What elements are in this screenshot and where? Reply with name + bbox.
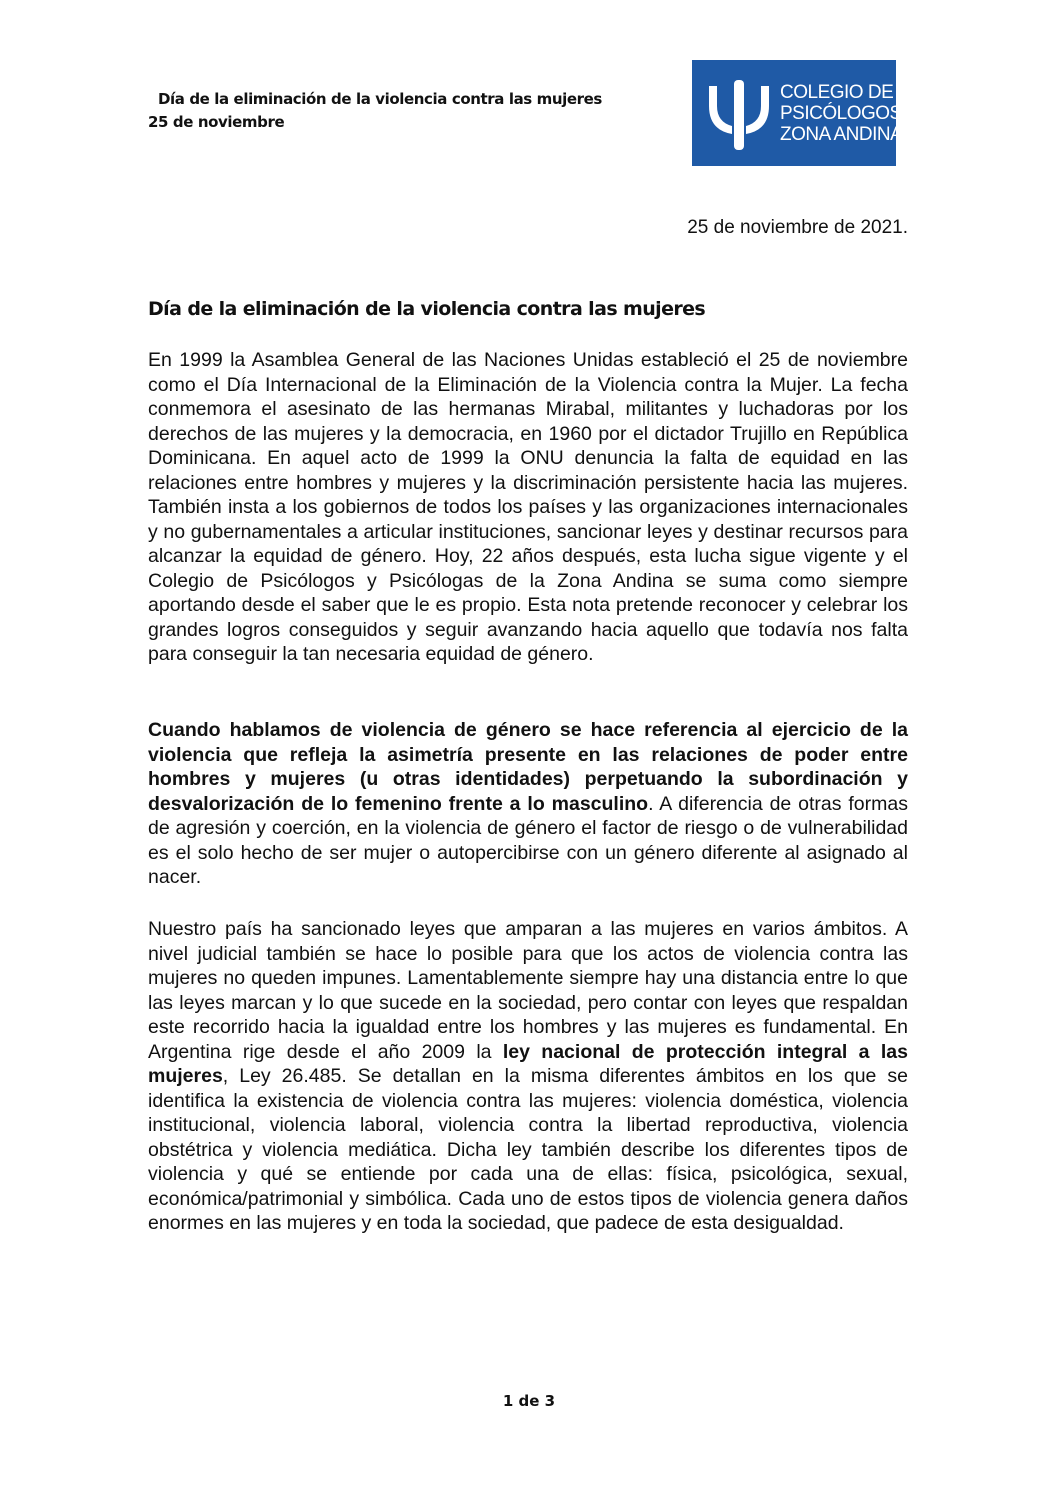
logo-line-1: COLEGIO DE <box>780 82 894 103</box>
header-date: 25 de noviembre <box>148 113 285 131</box>
logo-text <box>780 82 902 145</box>
paragraph-2-rest: . A diferencia de otras formas de agresión y coerción, en la violencia de género el factor de riesgo o de vulnerabilidad es el solo hecho de ser mujer o autopercibirse con un género diferente al asignado al nacer. <box>148 792 908 888</box>
document-header <box>148 88 602 134</box>
psi-icon <box>706 80 772 150</box>
page-number: 1 de 3 <box>502 1392 556 1410</box>
header-title: Día de la eliminación de la violencia contra las mujeres <box>158 90 602 108</box>
logo-line-3: ZONA ANDINA <box>780 124 903 145</box>
law-name: ley nacional de protección integral a las mujeres <box>148 1040 908 1087</box>
document-title: Día de la eliminación de la violencia contra las mujeres <box>148 298 706 320</box>
college-logo <box>692 60 903 166</box>
paragraph-1: En 1999 la Asamblea General de las Naciones Unidas estableció el 25 de noviembre como el Día Internacional de la Eliminación de la Violencia contra la Mujer. La fecha conmemora el asesinato de las hermanas Mirabal, militantes y luchadoras por los derechos de las mujeres y la democracia, en 1960 por el dictador Trujillo en República Dominicana. En aquel acto de 1999 la ONU denuncia la falta de equidad en las relaciones entre hombres y mujeres y la discriminación persistente hacia las mujeres. También insta a los gobiernos de todos los países y las organizaciones internacionales y no gubernamentales a articular instituciones, sancionar leyes y destinar recursos para alcanzar la equidad de género. Hoy, 22 años después, esta lucha sigue vigente y el Colegio de Psicólogos y Psicólogas de la Zona Andina se suma como siempre aportando desde el saber que le es propio. Esta nota pretende reconocer y celebrar los grandes logros conseguidos y seguir avanzando hacia aquello que todavía nos falta para conseguir la tan necesaria equidad de género. <box>148 349 908 665</box>
paragraph-3 <box>148 917 908 1236</box>
document-date: 25 de noviembre de 2021. <box>687 217 908 238</box>
paragraph-3-part-1: Nuestro país ha sancionado leyes que amparan a las mujeres en varios ámbitos. A nivel judicial también se hace lo posible para que los actos de violencia contra las mujeres no queden impunes. Lamentablemente siempre hay una distancia entre lo que las leyes marcan y lo que sucede en la sociedad, pero contar con leyes que respaldan este recorrido hacia la igualdad entre los hombres y las mujeres es fundamental. En Argentina rige desde el año 2009 la <box>148 918 908 1063</box>
paragraph-2 <box>148 718 908 890</box>
logo-line-2: PSICÓLOGOS <box>780 103 902 124</box>
paragraph-3-part-2: , Ley 26.485. Se detallan en la misma diferentes ámbitos en los que se identifica la existencia de violencia contra las mujeres: violencia doméstica, violencia institucional, violencia laboral, violencia contra la libertad reproductiva, violencia obstétrica y violencia mediática. Dicha ley también describe los diferentes tipos de violencia y qué se entiende por cada una de ellas: física, psicológica, sexual, económica/patrimonial y simbólica. Cada uno de estos tipos de violencia genera daños enormes en las mujeres y en toda la sociedad, que padece de esta desigualdad. <box>148 1065 908 1234</box>
paragraph-2-bold: Cuando hablamos de violencia de género se hace referencia al ejercicio de la violencia que refleja la asimetría presente en las relaciones de poder entre hombres y mujeres (u otras identidades) perpetuando la subordinación y desvalorización de lo femenino frente a lo masculino <box>148 719 908 815</box>
